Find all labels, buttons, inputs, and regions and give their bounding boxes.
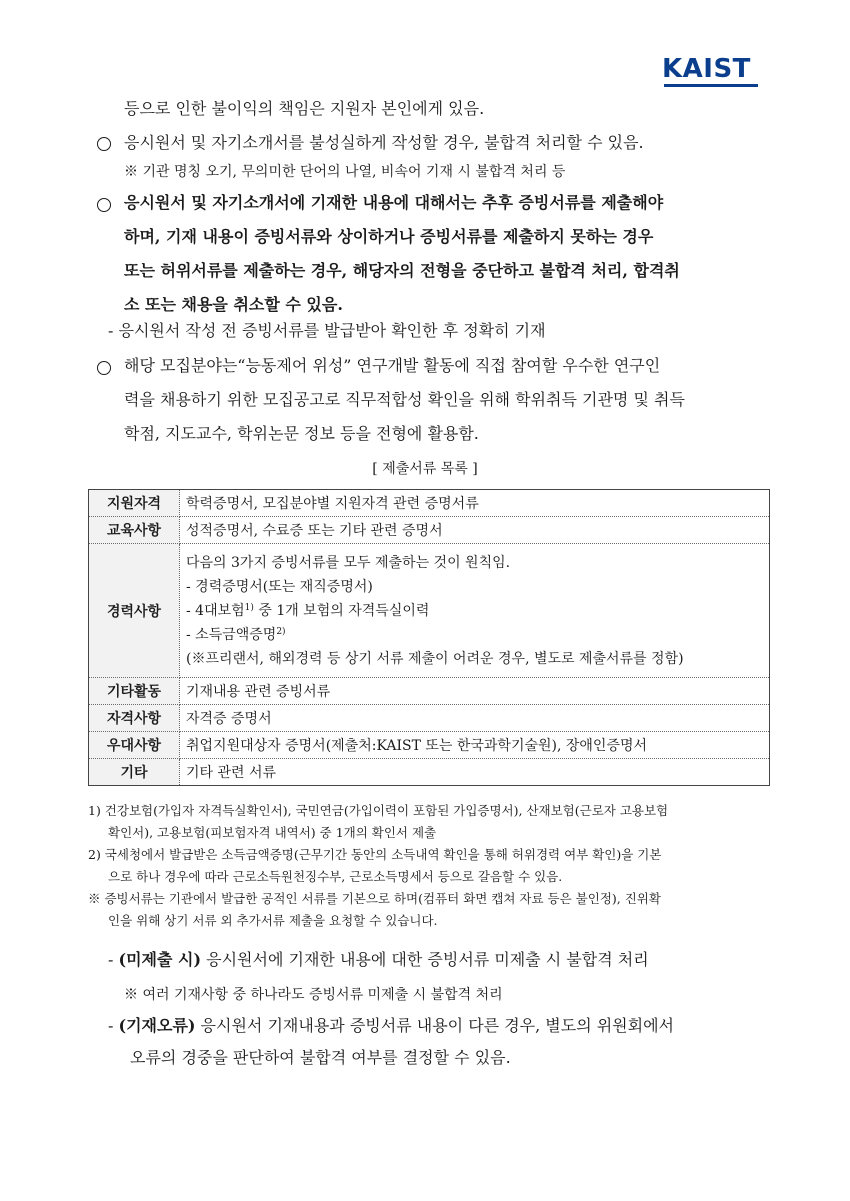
row-label: 기타활동 (89, 678, 180, 705)
table-row (89, 759, 770, 786)
nosubmit-line: - (미제출 시) 응시원서에 기재한 내용에 대한 증빙서류 미제출 시 불합격 처리 (108, 950, 649, 969)
footnote-1-line-2: 확인서), 고용보험(피보험자격 내역서) 중 1개의 확인서 제출 (108, 825, 437, 840)
nosubmit-label: (미제출 시) (118, 950, 202, 969)
bullet-circle-icon (97, 137, 111, 151)
kaist-logo (662, 52, 762, 92)
table-row (89, 705, 770, 732)
row-label: 지원자격 (89, 490, 180, 517)
career-line-5: (※프리랜서, 해외경력 등 상기 서류 제출이 어려운 경우, 별도로 제출서류를 정함) (186, 650, 684, 667)
row-value: 자격증 증명서 (180, 705, 770, 732)
career-line-2: - 경력증명서(또는 재직증명서) (186, 578, 373, 595)
bullet2-line-4: 소 또는 채용을 취소할 수 있음. (124, 295, 343, 314)
row-value: 취업지원대상자 증명서(제출처:KAIST 또는 한국과학기술원), 장애인증명서 (180, 732, 770, 759)
bullet2-dash: - 응시원서 작성 전 증빙서류를 발급받아 확인한 후 정확히 기재 (108, 321, 546, 340)
footnote-ref-2: 2) (276, 626, 286, 637)
table-row (89, 490, 770, 517)
row-value (180, 544, 770, 678)
bullet-circle-icon (97, 198, 111, 212)
error-line-2: 오류의 경중을 판단하여 불합격 여부를 결정할 수 있음. (130, 1048, 511, 1067)
bullet3-line-2: 력을 채용하기 위한 모집공고로 직무적합성 확인을 위해 학위취득 기관명 및 취득 (124, 390, 685, 409)
bullet2-line-2: 하며, 기재 내용이 증빙서류와 상이하거나 증빙서류를 제출하지 못하는 경우 (124, 227, 654, 246)
bullet1-text: 응시원서 및 자기소개서를 불성실하게 작성할 경우, 불합격 처리할 수 있음. (124, 133, 644, 152)
error-line-1: - (기재오류) 응시원서 기재내용과 증빙서류 내용이 다른 경우, 별도의 위원회에서 (108, 1016, 675, 1035)
intro-line: 등으로 인한 불이익의 책임은 지원자 본인에게 있음. (124, 99, 485, 118)
footnote-3-line-1: ※ 증빙서류는 기관에서 발급한 공적인 서류를 기본으로 하며(컴퓨터 화면 캡쳐 자료 등은 불인정), 진위확 (88, 891, 661, 906)
nosubmit-note: ※ 여러 기재사항 중 하나라도 증빙서류 미제출 시 불합격 처리 (124, 987, 503, 1003)
career-line-4: - 소득금액증명$^{2)}$ (186, 626, 286, 643)
table-row (89, 732, 770, 759)
footnote-2-line-2: 으로 하나 경우에 따라 근로소득원천징수부, 근로소득명세서 등으로 갈음할 수 있음. (108, 869, 563, 884)
table-row (89, 678, 770, 705)
row-label: 자격사항 (89, 705, 180, 732)
row-value: 학력증명서, 모집분야별 지원자격 관련 증명서류 (180, 490, 770, 517)
bullet1-note: ※ 기관 명칭 오기, 무의미한 단어의 나열, 비속어 기재 시 불합격 처리 등 (124, 164, 566, 180)
bullet3-line-3: 학점, 지도교수, 학위논문 정보 등을 전형에 활용함. (124, 424, 479, 443)
documents-table (88, 489, 770, 786)
row-value: 기타 관련 서류 (180, 759, 770, 786)
bullet2-line-3: 또는 허위서류를 제출하는 경우, 해당자의 전형을 중단하고 불합격 처리, 합격취 (124, 261, 680, 280)
row-value: 성적증명서, 수료증 또는 기타 관련 증명서 (180, 517, 770, 544)
career-line-1: 다음의 3가지 증빙서류를 모두 제출하는 것이 원칙임. (186, 554, 511, 571)
table-row (89, 544, 770, 678)
table-caption: [ 제출서류 목록 ] (372, 461, 478, 477)
error-label: (기재오류) (118, 1016, 196, 1035)
footnote-2-line-1: 2) 국세청에서 발급받은 소득금액증명(근무기간 동안의 소득내역 확인을 통해 허위경력 여부 확인)을 기본 (88, 847, 662, 862)
bullet3-line-1: 해당 모집분야는“능동제어 위성” 연구개발 활동에 직접 참여할 우수한 연구인 (124, 356, 661, 375)
bullet2-line-1: 응시원서 및 자기소개서에 기재한 내용에 대해서는 추후 증빙서류를 제출해야 (124, 193, 664, 212)
row-label: 교육사항 (89, 517, 180, 544)
logo-text: KAIST (662, 54, 751, 84)
career-line-3: - 4대보험$^{1)}$ 중 1개 보험의 자격득실이력 (186, 602, 430, 619)
row-label: 우대사항 (89, 732, 180, 759)
row-label: 경력사항 (89, 544, 180, 678)
row-value: 기재내용 관련 증빙서류 (180, 678, 770, 705)
table-row (89, 517, 770, 544)
row-label: 기타 (89, 759, 180, 786)
footnote-3-line-2: 인을 위해 상기 서류 외 추가서류 제출을 요청할 수 있습니다. (108, 913, 438, 928)
bullet-circle-icon (97, 361, 111, 375)
footnote-ref-1: 1) (244, 602, 254, 613)
footnote-1-line-1: 1) 건강보험(가입자 자격득실확인서), 국민연금(가입이력이 포함된 가입증명서), 산재보험(근로자 고용보험 (88, 803, 669, 818)
logo-underline (664, 84, 758, 87)
